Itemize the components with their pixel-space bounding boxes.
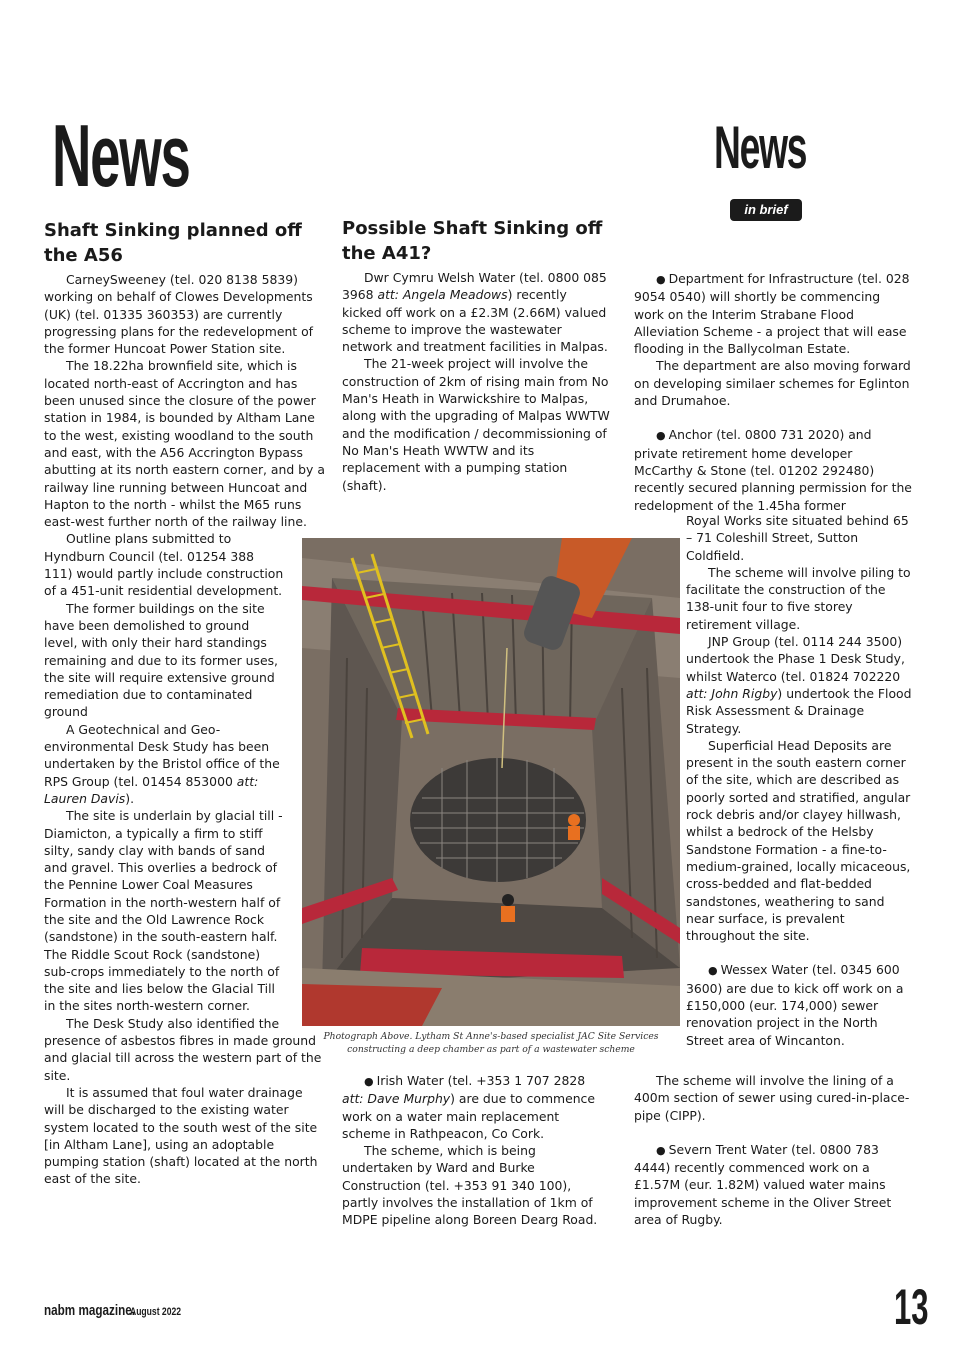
paragraph-text: Anchor (tel. 0800 731 2020) and private retirement home developer McCarthy & Stone (tel. 01202 292480) recently secured planning permission for the redelopment of the 1.45ha former	[634, 427, 912, 513]
paragraph-text: ).	[125, 790, 135, 806]
bullet-icon: ●	[708, 964, 718, 978]
paragraph	[342, 269, 610, 355]
paragraph-text: ) undertook the Flood Risk Assessment & Drainage Strategy.	[686, 685, 912, 736]
paragraph: The scheme will involve the lining of a 400m section of sewer using cured-in-place-pipe (CIPP).	[634, 1073, 910, 1123]
paragraph	[44, 721, 326, 807]
paragraph: The site is underlain by glacial till - Diamicton, a typically a firm to stiff silty, sandy clay with bands of sand and gravel. This overlies a bedrock of the Pennine Lower Coal Measures Formation in the north-western half of the site and the Old Lawrence Rock (sandstone) in the south-eastern half. The Riddle Scout Rock (sandstone) sub-crops immediately to the north of the site and lies below the Glacial Till in the sites north-western corner.	[44, 808, 283, 1014]
brief-column-lower	[634, 1072, 914, 1228]
masthead-news-brief: News	[714, 114, 807, 181]
paragraph: The department are also moving forward on developing similaer schemes for Eglinton and Drumahoe.	[634, 358, 911, 409]
paragraph: It is assumed that foul water drainage will be discharged to the existing water system located to the south west of the site [in Altham Lane], using an adoptable pumping station (shaft) located at the north east of the site.	[44, 1084, 318, 1187]
paragraph-text: Wessex Water (tel. 0345 600 3600) are due to kick off work on a £150,000 (eur. 174,000) sewer renovation project in the North Street area of Wincanton.	[686, 962, 904, 1048]
paragraph-text: JNP Group (tel. 0114 244 3500) undertook the Phase 1 Desk Study, whilst Waterco (tel. 01824 702220	[686, 634, 905, 684]
shaft-photo	[302, 538, 680, 1026]
issue-date: August 2022	[130, 1306, 182, 1318]
paragraph: The Desk Study also identified the presence of asbestos fibres in made ground and glacial till across the western part of the site.	[44, 1015, 322, 1083]
paragraph: CarneySweeney (tel. 020 8138 5839) working on behalf of Clowes Developments (UK) (tel. 01335 360353) are currently progressing plans for the redevelopment of the former Huncoat Power Station site.	[44, 272, 314, 357]
paragraph	[634, 270, 914, 357]
paragraph: The former buildings on the site have been demolished to ground level, with only their hard standings remaining and due to its former uses, the site will require extensive ground remediation due to contaminated ground	[44, 600, 278, 720]
paragraph-text: Dwr Cymru Welsh Water (tel. 0800 085 3968	[342, 270, 607, 303]
paragraph: The scheme will involve piling to facilitate the construction of the 138-unit four to five storey retirement village.	[686, 564, 911, 632]
paragraph-text: Department for Infrastructure (tel. 028 9054 0540) will shortly be commencing work on the Interim Strabane Flood Alleviation Scheme - a project that will ease flooding in the Ballycolman Estate.	[634, 271, 910, 357]
bullet-icon: ●	[656, 273, 666, 286]
masthead-news: News	[52, 106, 190, 205]
page-number: 13	[894, 1279, 929, 1335]
brief-column	[634, 270, 914, 514]
magazine-name: nabm magazine.	[44, 1302, 136, 1319]
paragraph	[686, 961, 912, 1048]
paragraph	[686, 633, 912, 737]
paragraph: The 18.22ha brownfield site, which is located north-east of Accrington and has been unused since the closure of the power station in 1984, is bounded by Altham Lane to the west, existing woodland to the south and east, with the A56 Accrington Bypass abutting at its north eastern corner, and by a railway line running between Huncoat and Hapton to the north - whilst the M65 runs east-west further north of the railway line.	[44, 358, 325, 530]
article-shaft-a56	[44, 218, 326, 1188]
bullet-icon: ●	[364, 1075, 374, 1088]
bullet-icon: ●	[656, 1143, 666, 1157]
paragraph: Outline plans submitted to Hyndburn Council (tel. 01254 388 111) would partly include construction of a 451-unit residential development.	[44, 531, 284, 599]
paragraph-text: A Geotechnical and Geo-environmental Desk Study has been undertaken by the Bristol office of the RPS Group (tel. 01454 853000	[44, 721, 280, 789]
paragraph: Royal Works site situated behind 65 – 71 Coleshill Street, Sutton Coldfield.	[686, 513, 909, 563]
paragraph	[634, 1141, 914, 1228]
brief-irish-water	[342, 1072, 610, 1229]
contact-name: att: Dave Murphy	[342, 1091, 451, 1107]
brief-anchor-continued	[686, 512, 912, 1049]
paragraph	[342, 1072, 610, 1142]
paragraph: Superficial Head Deposits are present in the south eastern corner of the site, which are described as poorly sorted and stratified, angular rock debris and/or clayey hillwash, whilst a bedrock of the Helsby Sandstone Formation - a fine-to-medium-grained, locally micaceous, cross-bedded and flat-bedded sandstones, weathering to sand near surface, is prevalent throughout the site.	[686, 737, 911, 944]
paragraph: The 21-week project will involve the construction of 2km of rising main from No Man's Heath in Warwickshire to Malpas, along with the upgrading of Malpas WWTW and the modification / decommissioning of No Man's Heath WWTW and its replacement with a pumping station (shaft).	[342, 356, 610, 493]
paragraph-text: Irish Water (tel. +353 1 707 2828	[376, 1073, 586, 1088]
paragraph-text: ) recently kicked off work on a £2.3M (2.66M) valued scheme to improve the wastewater network and treatment facilities in Malpas.	[342, 287, 608, 355]
contact-name: att: Angela Meadows	[377, 287, 508, 303]
paragraph-text: Severn Trent Water (tel. 0800 783 4444) recently commenced work on a £1.57M (eur. 1.82M) valued water mains improvement scheme in the Oliver Street area of Rugby.	[634, 1141, 892, 1228]
paragraph: The scheme, which is being undertaken by Ward and Burke Construction (tel. +353 91 340 100), partly involves the installation of 1km of MDPE pipeline along Boreen Dearg Road.	[342, 1143, 598, 1228]
contact-name: att: Lauren Davis	[44, 773, 259, 806]
article-shaft-a41	[342, 216, 610, 494]
in-brief-badge: in brief	[730, 199, 802, 221]
bullet-icon: ●	[656, 429, 666, 443]
photo-caption: Photograph Above. Lytham St Anne's-based specialist JAC Site Services constructing a deep chamber as part of a wastewater scheme	[323, 1031, 659, 1055]
paragraph-text: ) are due to commence work on a water main replacement scheme in Rathpeacon, Co Cork.	[342, 1091, 595, 1141]
paragraph	[634, 426, 914, 513]
article-title: Shaft Sinking planned off the A56	[44, 220, 302, 266]
contact-name: att: John Rigby	[686, 685, 778, 701]
article-title: Possible Shaft Sinking off the A41?	[342, 218, 603, 264]
